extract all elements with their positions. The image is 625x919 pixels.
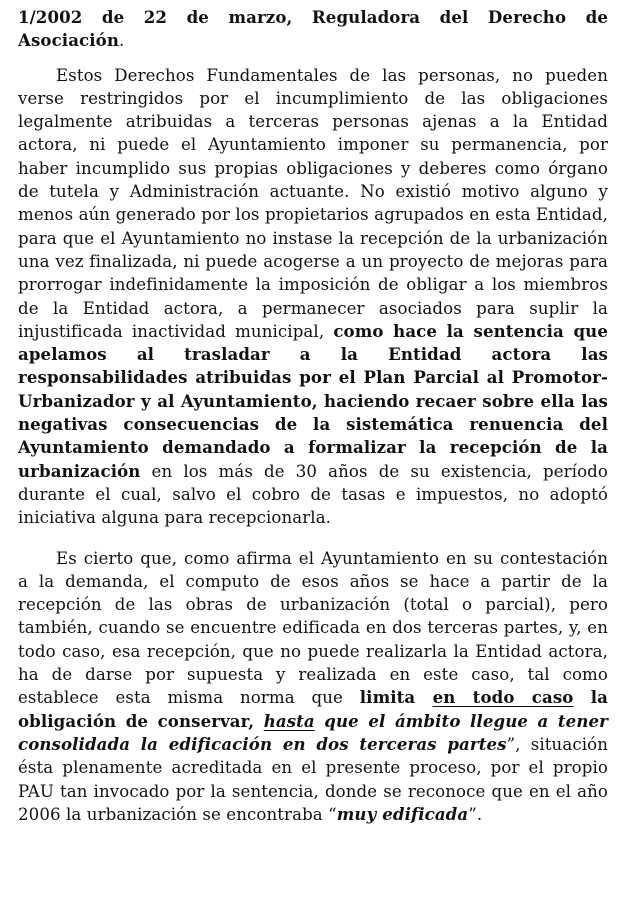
text-run: hasta xyxy=(263,710,315,731)
paragraph-1 xyxy=(18,64,608,530)
paragraph-2 xyxy=(18,547,608,827)
text-run: que el ámbito llegue a tener consolidada la edificación en dos terceras partes xyxy=(18,710,609,754)
text-run: Estos Derechos Fundamentales de las personas, no pueden verse restringidos por el incumplimiento de las obligaciones legalmente atribuidas a terceras personas ajenas a la Entidad actora, ni puede el Ayuntamiento imponer su permanencia, por haber incumplido sus propias obligaciones y deberes como órgano de tutela y Administración actuante. No existió motivo alguno y menos aún generado por los propietarios agrupados en esta Entidad, para que el Ayuntamiento no instase la recepción de la urbanización una vez finalizada, ni puede acogerse a un proyecto de mejoras para prorrogar indefinidamente la imposición de obligar a los miembros de la Entidad actora, a permanecer asociados para suplir la injustificada inactividad municipal, xyxy=(18,65,608,341)
text-run: ”, situación ésta plenamente acreditada en el presente proceso, por el propio PAU tan invocado por la sentencia, donde se reconoce que en el año 2006 la urbanización se encontraba “ xyxy=(18,734,608,824)
text-run: en todo caso xyxy=(432,687,574,708)
text-run: la obligación de conservar, xyxy=(18,687,609,731)
text-run: ”. xyxy=(468,804,483,824)
text-run: Es cierto que, como afirma el Ayuntamiento en su contestación a la demanda, el computo de esos años se hace a partir de la recepción de las obras de urbanización (total o parcial), pero también, cuando se encuentre edificada en dos terceras partes, y, en todo caso, esa recepción, que no puede realizarla la Entidad actora, ha de darse por supuesta y realizada en este caso, tal como establece esta misma norma que xyxy=(18,548,608,708)
text-run: en los más de 30 años de su existencia, período durante el cual, salvo el cobro de tasas e impuestos, no adoptó iniciativa alguna para recepcionarla. xyxy=(18,461,608,528)
text-run: limita xyxy=(359,687,433,708)
text-run: Reguladora del Derecho de Asociación xyxy=(18,7,608,51)
text-run: como hace la sentencia que apelamos al trasladar a la Entidad actora las responsabilidades atribuidas por el Plan Parcial al Promotor-Urbanizador y al Ayuntamiento, haciendo recaer sobre ella las negativas consecuencias de la sistemática renuencia del Ayuntamiento demandado a formalizar la recepción de la urbanización xyxy=(18,320,608,481)
text-run: 1/2002 de 22 de marzo, xyxy=(18,7,312,27)
text-run: . xyxy=(118,31,125,51)
heading-paragraph xyxy=(18,6,608,53)
text-run: muy edificada xyxy=(336,803,469,824)
